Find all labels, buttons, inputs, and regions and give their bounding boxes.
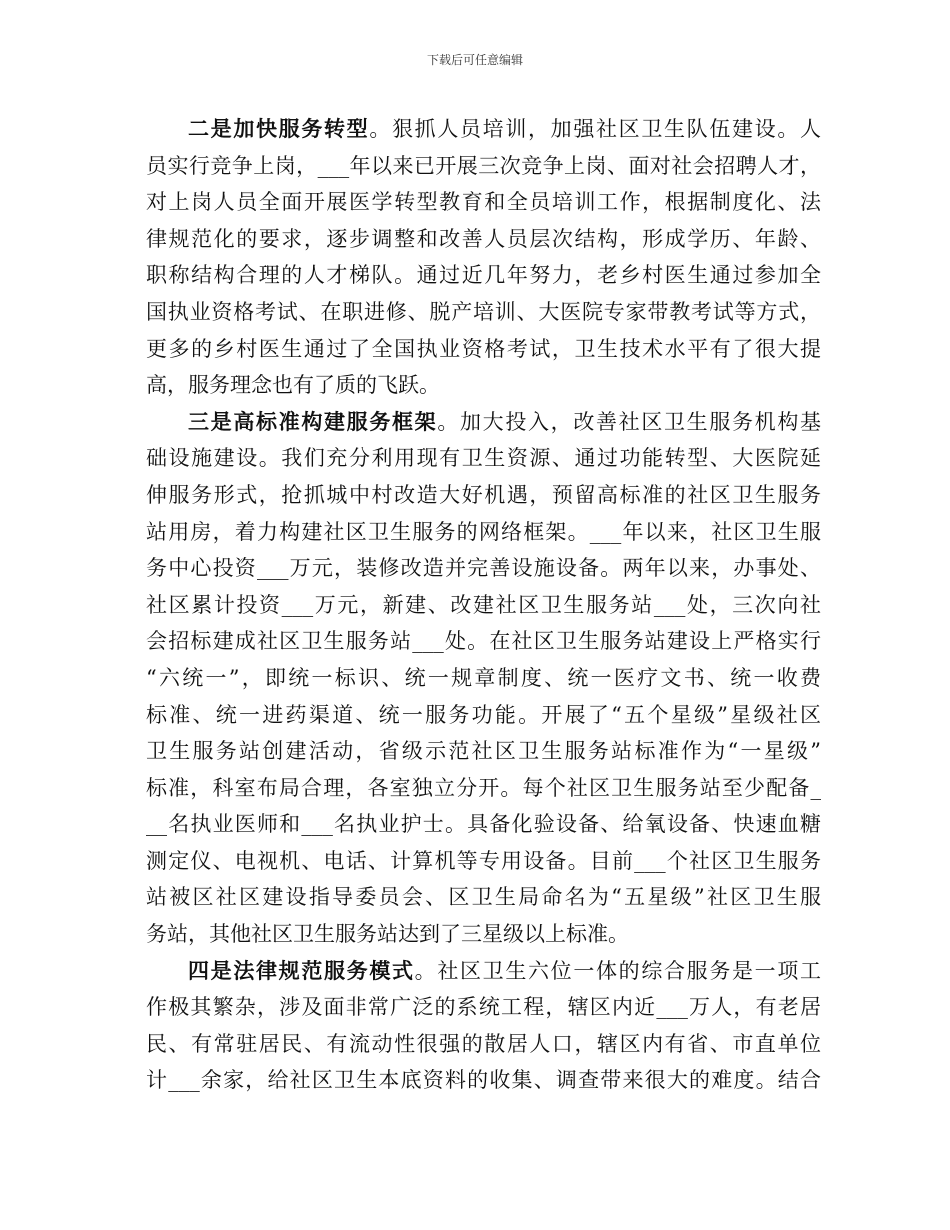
- paragraph-line: [146, 111, 821, 148]
- paragraph-line: [146, 404, 821, 441]
- paragraph-line: 民、有常驻居民、有流动性很强的散居人口，辖区内有省、市直单位: [146, 1031, 821, 1056]
- paragraph-line: 标准、统一进药渠道、统一服务功能。开展了“五个星级”星级社区: [146, 702, 821, 727]
- paragraph-line: __名执业医师和___名执业护士。具备化验设备、给氧设备、快速血糖: [146, 812, 821, 837]
- paragraph-service-transformation: [146, 111, 821, 404]
- paragraph-line: 员实行竞争上岗，___年以来已开展三次竞争上岗、面对社会招聘人才，: [146, 153, 821, 178]
- paragraph-line: 社区累计投资___万元，新建、改建社区卫生服务站___处，三次向社: [146, 592, 821, 617]
- paragraph-text: 。狠抓人员培训，加强社区卫生队伍建设。人: [369, 117, 822, 141]
- paragraph-text: 。加大投入，改善社区卫生服务机构基: [437, 409, 822, 434]
- paragraph-line: 作极其繁杂，涉及面非常广泛的系统工程，辖区内近___万人，有老居: [146, 995, 821, 1020]
- paragraph-line: 会招标建成社区卫生服务站___处。在社区卫生服务站建设上严格实行: [146, 629, 821, 654]
- paragraph-line: 对上岗人员全面开展医学转型教育和全员培训工作，根据制度化、法: [146, 190, 821, 215]
- paragraph-line: 务站，其他社区卫生服务站达到了三星级以上标准。: [146, 922, 629, 947]
- document-body: [146, 111, 821, 1099]
- paragraph-line: 站用房，着力构建社区卫生服务的网络框架。___年以来，社区卫生服: [146, 519, 821, 544]
- paragraph-line: 职称结构合理的人才梯队。通过近几年努力，老乡村医生通过参加全: [146, 263, 821, 288]
- page-header: 下载后可任意编辑: [426, 53, 523, 67]
- paragraph-line: 务中心投资___万元，装修改造并完善设施设备。两年以来，办事处、: [146, 556, 821, 581]
- paragraph-service-model: [146, 953, 821, 1099]
- paragraph-line: “六统一”，即统一标识、统一规章制度、统一医疗文书、统一收费: [146, 665, 821, 690]
- paragraph-text: 。社区卫生六位一体的综合服务是一项工: [414, 958, 822, 983]
- paragraph-line: [146, 953, 821, 990]
- paragraph-lead: 三是高标准构建服务框架: [188, 408, 438, 434]
- paragraph-line: 站被区社区建设指导委员会、区卫生局命名为“五星级”社区卫生服: [146, 885, 821, 910]
- paragraph-line: 卫生服务站创建活动，省级示范社区卫生服务站标准作为“一星级”: [146, 739, 821, 764]
- paragraph-line: 国执业资格考试、在职进修、脱产培训、大医院专家带教考试等方式，: [146, 299, 821, 324]
- paragraph-lead: 四是法律规范服务模式: [188, 957, 415, 983]
- paragraph-line: 测定仪、电视机、电话、计算机等专用设备。目前___个社区卫生服务: [146, 848, 821, 873]
- paragraph-line: 更多的乡村医生通过了全国执业资格考试，卫生技术水平有了很大提: [146, 336, 821, 361]
- paragraph-line: 标准，科室布局合理，各室独立分开。每个社区卫生服务站至少配备_: [146, 775, 821, 800]
- paragraph-service-framework: [146, 404, 821, 953]
- paragraph-line: 高，服务理念也有了质的飞跃。: [146, 373, 440, 398]
- paragraph-lead: 二是加快服务转型: [188, 116, 370, 141]
- paragraph-line: 伸服务形式，抢抓城中村改造大好机遇，预留高标准的社区卫生服务: [146, 482, 821, 507]
- paragraph-line: 计___余家，给社区卫生本底资料的收集、调查带来很大的难度。结合: [146, 1068, 821, 1093]
- paragraph-line: 础设施建设。我们充分利用现有卫生资源、通过功能转型、大医院延: [146, 446, 821, 471]
- paragraph-line: 律规范化的要求，逐步调整和改善人员层次结构，形成学历、年龄、: [146, 226, 821, 251]
